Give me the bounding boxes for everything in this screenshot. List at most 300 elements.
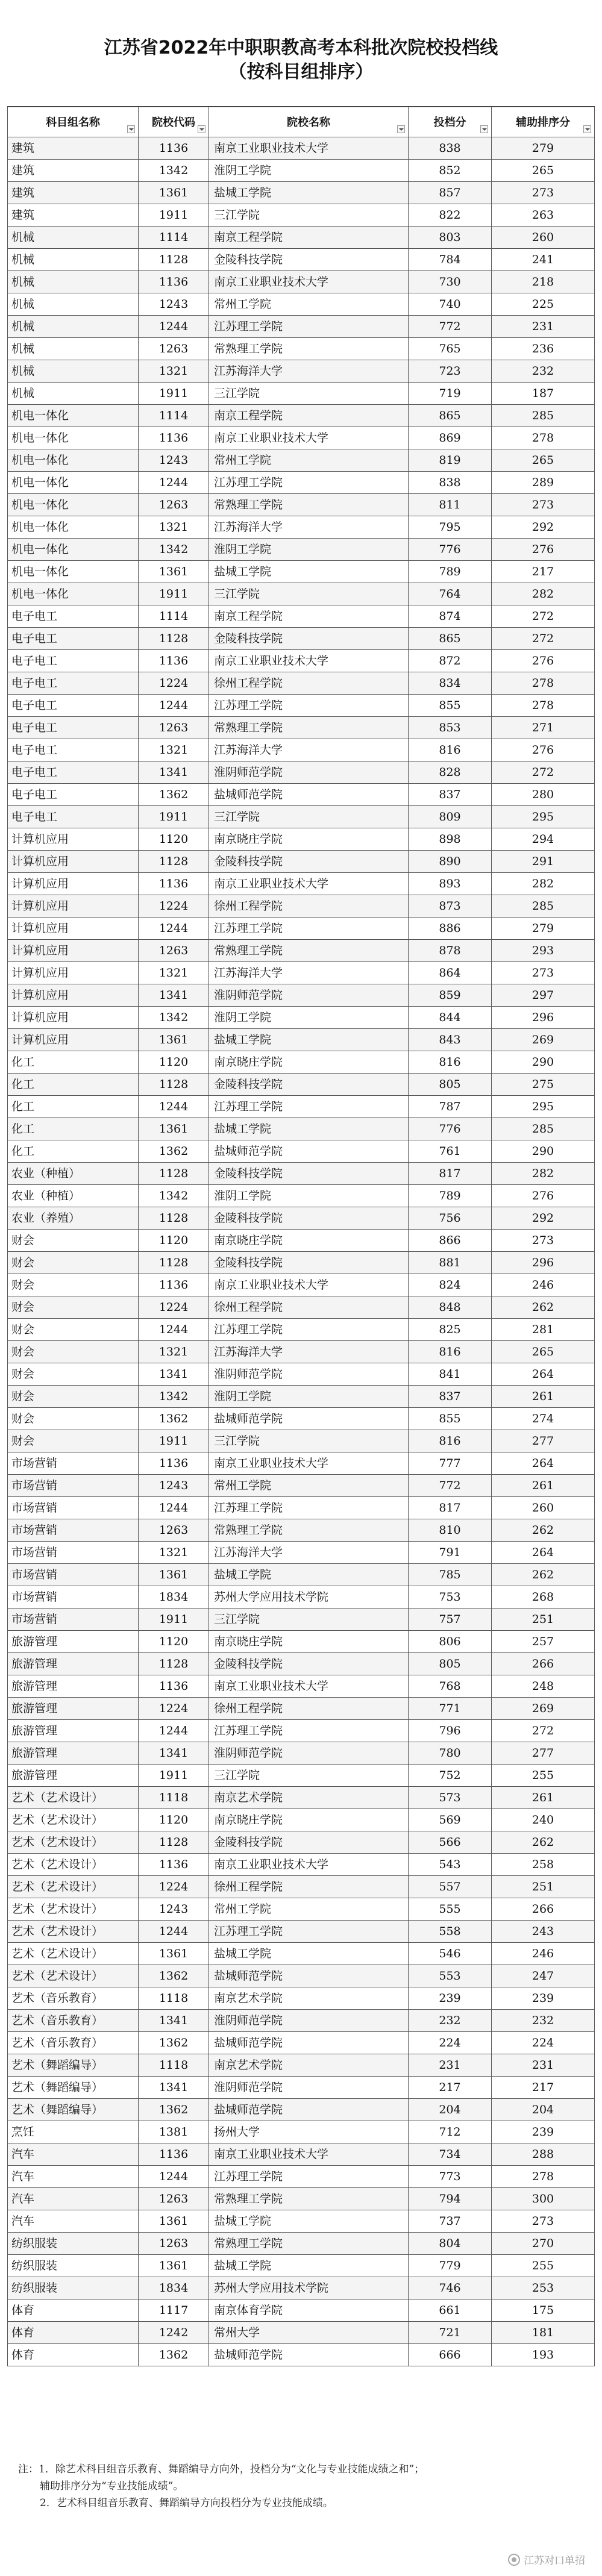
school-code-cell: 1136 — [139, 427, 209, 449]
school-name-cell: 盐城师范学院 — [209, 1408, 409, 1430]
school-name-cell: 常州工学院 — [209, 293, 409, 315]
page-subtitle: （按科目组排序） — [228, 61, 374, 83]
subject-group-cell: 机械 — [7, 383, 139, 404]
school-code-cell: 1244 — [139, 2166, 209, 2187]
school-name-cell: 淮阴师范学院 — [209, 2077, 409, 2098]
score-cell: 543 — [409, 1854, 492, 1875]
school-code-cell: 1224 — [139, 1296, 209, 1318]
school-name-cell: 江苏理工学院 — [209, 1497, 409, 1519]
school-name-cell: 三江学院 — [209, 1430, 409, 1452]
aux-score-cell: 224 — [492, 2032, 595, 2054]
school-code-cell: 1224 — [139, 1698, 209, 1719]
school-code-cell: 1136 — [139, 650, 209, 672]
table-row — [7, 2322, 595, 2344]
school-code-cell: 1263 — [139, 1519, 209, 1541]
aux-score-cell: 280 — [492, 784, 595, 805]
table-row — [7, 1408, 595, 1430]
aux-score-cell: 270 — [492, 2233, 595, 2254]
school-name-cell: 扬州大学 — [209, 2121, 409, 2143]
subject-group-cell: 机电一体化 — [7, 516, 139, 538]
subject-group-cell: 电子电工 — [7, 717, 139, 739]
subject-group-cell: 机电一体化 — [7, 449, 139, 471]
school-code-cell: 1224 — [139, 1876, 209, 1898]
school-code-cell: 1136 — [139, 1854, 209, 1875]
school-code-cell: 1128 — [139, 1653, 209, 1675]
school-name-cell: 南京工程学院 — [209, 605, 409, 627]
table-row — [7, 583, 595, 605]
school-name-cell: 淮阴工学院 — [209, 539, 409, 560]
subject-group-cell: 建筑 — [7, 204, 139, 226]
school-name-cell: 徐州工程学院 — [209, 1876, 409, 1898]
school-name-cell: 金陵科技学院 — [209, 1653, 409, 1675]
subject-group-cell: 农业（种植） — [7, 1163, 139, 1184]
school-name-cell: 南京工业职业技术大学 — [209, 1854, 409, 1875]
table-row — [7, 338, 595, 360]
table-row — [7, 2344, 595, 2366]
table-row — [7, 1118, 595, 1140]
school-name-cell: 南京体育学院 — [209, 2299, 409, 2321]
school-name-cell: 淮阴师范学院 — [209, 1363, 409, 1385]
school-code-cell: 1242 — [139, 2322, 209, 2343]
school-code-cell: 1361 — [139, 1564, 209, 1586]
table-row — [7, 2010, 595, 2032]
aux-score-cell: 289 — [492, 472, 595, 493]
school-code-cell: 1834 — [139, 1586, 209, 1608]
school-code-cell: 1136 — [139, 1452, 209, 1474]
table-row — [7, 2210, 595, 2233]
aux-score-cell: 262 — [492, 1296, 595, 1318]
school-code-cell: 1911 — [139, 1608, 209, 1630]
aux-score-cell: 276 — [492, 539, 595, 560]
school-code-cell: 1244 — [139, 695, 209, 716]
table-row — [7, 1765, 595, 1787]
subject-group-cell: 旅游管理 — [7, 1631, 139, 1652]
aux-score-cell: 282 — [492, 873, 595, 895]
subject-group-cell: 计算机应用 — [7, 873, 139, 895]
table-row — [7, 2277, 595, 2299]
table-row — [7, 761, 595, 784]
score-cell: 898 — [409, 828, 492, 850]
school-name-cell: 常州工学院 — [209, 1898, 409, 1920]
school-code-cell: 1321 — [139, 1341, 209, 1363]
school-code-cell: 1321 — [139, 1542, 209, 1563]
table-row — [7, 1698, 595, 1720]
school-code-cell: 1321 — [139, 360, 209, 382]
subject-group-cell: 艺术（艺术设计） — [7, 1898, 139, 1920]
subject-group-cell: 化工 — [7, 1074, 139, 1095]
school-code-cell: 1342 — [139, 539, 209, 560]
subject-group-cell: 计算机应用 — [7, 940, 139, 961]
score-cell: 772 — [409, 316, 492, 337]
aux-score-cell: 264 — [492, 1452, 595, 1474]
school-name-cell: 盐城师范学院 — [209, 1140, 409, 1162]
table-row — [7, 1051, 595, 1074]
aux-score-cell: 296 — [492, 1252, 595, 1274]
subject-group-cell: 汽车 — [7, 2188, 139, 2210]
school-name-cell: 盐城工学院 — [209, 2210, 409, 2232]
school-code-cell: 1118 — [139, 1987, 209, 2009]
table-header — [7, 106, 595, 137]
score-cell: 838 — [409, 137, 492, 159]
table-row — [7, 360, 595, 383]
aux-score-cell: 297 — [492, 984, 595, 1006]
school-name-cell: 淮阴工学院 — [209, 1185, 409, 1207]
score-cell: 771 — [409, 1698, 492, 1719]
school-code-cell: 1911 — [139, 583, 209, 605]
school-code-cell: 1224 — [139, 672, 209, 694]
school-name-cell: 徐州工程学院 — [209, 672, 409, 694]
subject-group-cell: 汽车 — [7, 2143, 139, 2165]
score-cell: 816 — [409, 1051, 492, 1073]
column-header-score[interactable]: 投档分 — [409, 107, 492, 137]
table-row — [7, 1430, 595, 1452]
score-cell: 806 — [409, 1631, 492, 1652]
table-row — [7, 739, 595, 761]
table-row — [7, 962, 595, 984]
school-name-cell: 盐城工学院 — [209, 1564, 409, 1586]
school-name-cell: 江苏理工学院 — [209, 695, 409, 716]
school-code-cell: 1321 — [139, 739, 209, 761]
score-cell: 573 — [409, 1787, 492, 1809]
school-name-cell: 盐城工学院 — [209, 182, 409, 204]
school-code-cell: 1128 — [139, 1252, 209, 1274]
table-row — [7, 427, 595, 449]
table-row — [7, 717, 595, 739]
table-row — [7, 2099, 595, 2121]
aux-score-cell: 285 — [492, 895, 595, 917]
school-name-cell: 三江学院 — [209, 1765, 409, 1786]
aux-score-cell: 240 — [492, 1809, 595, 1831]
column-header-school-name[interactable]: 院校名称 — [209, 107, 409, 137]
table-row — [7, 828, 595, 851]
subject-group-cell: 纺织服装 — [7, 2233, 139, 2254]
school-code-cell: 1341 — [139, 984, 209, 1006]
subject-group-cell: 财会 — [7, 1430, 139, 1452]
school-name-cell: 苏州大学应用技术学院 — [209, 2277, 409, 2299]
score-cell: 666 — [409, 2344, 492, 2366]
aux-score-cell: 278 — [492, 427, 595, 449]
school-name-cell: 南京晓庄学院 — [209, 1631, 409, 1652]
school-name-cell: 盐城师范学院 — [209, 2344, 409, 2366]
school-name-cell: 南京工业职业技术大学 — [209, 427, 409, 449]
score-cell: 864 — [409, 962, 492, 984]
school-name-cell: 盐城师范学院 — [209, 2032, 409, 2054]
school-code-cell: 1362 — [139, 2344, 209, 2366]
subject-group-cell: 机电一体化 — [7, 583, 139, 605]
school-code-cell: 1361 — [139, 561, 209, 583]
school-name-cell: 淮阴师范学院 — [209, 1742, 409, 1764]
aux-score-cell: 258 — [492, 1854, 595, 1875]
table-row — [7, 1854, 595, 1876]
score-cell: 752 — [409, 1765, 492, 1786]
aux-score-cell: 239 — [492, 2121, 595, 2143]
aux-score-cell: 279 — [492, 137, 595, 159]
aux-score-cell: 262 — [492, 1519, 595, 1541]
school-code-cell: 1136 — [139, 2143, 209, 2165]
subject-group-cell: 机电一体化 — [7, 405, 139, 427]
school-name-cell: 南京工程学院 — [209, 405, 409, 427]
school-code-cell: 1136 — [139, 137, 209, 159]
table-row — [7, 1987, 595, 2010]
subject-group-cell: 艺术（艺术设计） — [7, 1921, 139, 1942]
school-code-cell: 1321 — [139, 516, 209, 538]
school-name-cell: 南京工业职业技术大学 — [209, 137, 409, 159]
column-header-aux-score[interactable]: 辅助排序分 — [492, 107, 595, 137]
score-cell: 816 — [409, 739, 492, 761]
school-code-cell: 1341 — [139, 761, 209, 783]
subject-group-cell: 艺术（舞蹈编导） — [7, 2054, 139, 2076]
filter-dropdown-icon[interactable] — [198, 125, 205, 133]
table-row — [7, 1475, 595, 1497]
school-name-cell: 盐城工学院 — [209, 1118, 409, 1140]
subject-group-cell: 市场营销 — [7, 1497, 139, 1519]
school-name-cell: 江苏海洋大学 — [209, 360, 409, 382]
school-code-cell: 1136 — [139, 1675, 209, 1697]
watermark-text: 江苏对口单招 — [524, 2555, 585, 2567]
school-name-cell: 常州工学院 — [209, 449, 409, 471]
table-row — [7, 383, 595, 405]
aux-score-cell: 277 — [492, 1742, 595, 1764]
school-name-cell: 江苏理工学院 — [209, 918, 409, 939]
subject-group-cell: 艺术（音乐教育） — [7, 1987, 139, 2009]
table-row — [7, 1943, 595, 1965]
subject-group-cell: 农业（养殖） — [7, 1207, 139, 1229]
school-code-cell: 1911 — [139, 806, 209, 828]
subject-group-cell: 艺术（艺术设计） — [7, 1809, 139, 1831]
subject-group-cell: 财会 — [7, 1341, 139, 1363]
aux-score-cell: 232 — [492, 360, 595, 382]
filter-dropdown-icon[interactable] — [127, 125, 135, 133]
school-code-cell: 1128 — [139, 1207, 209, 1229]
table-row — [7, 1452, 595, 1475]
score-cell: 890 — [409, 851, 492, 872]
school-name-cell: 南京晓庄学院 — [209, 828, 409, 850]
admission-table — [7, 106, 595, 2366]
table-row — [7, 204, 595, 227]
score-cell: 859 — [409, 984, 492, 1006]
score-cell: 204 — [409, 2099, 492, 2121]
table-row — [7, 940, 595, 962]
aux-score-cell: 282 — [492, 583, 595, 605]
school-code-cell: 1120 — [139, 1809, 209, 1831]
filter-dropdown-icon[interactable] — [583, 125, 591, 133]
table-row — [7, 1296, 595, 1319]
school-code-cell: 1243 — [139, 293, 209, 315]
school-name-cell: 常熟理工学院 — [209, 940, 409, 961]
score-cell: 566 — [409, 1831, 492, 1853]
school-code-cell: 1244 — [139, 1497, 209, 1519]
table-row — [7, 1675, 595, 1698]
score-cell: 865 — [409, 405, 492, 427]
aux-score-cell: 292 — [492, 1207, 595, 1229]
school-name-cell: 南京艺术学院 — [209, 1987, 409, 2009]
table-row — [7, 1720, 595, 1742]
school-code-cell: 1263 — [139, 717, 209, 739]
school-name-cell: 金陵科技学院 — [209, 1074, 409, 1095]
subject-group-cell: 财会 — [7, 1386, 139, 1407]
score-cell: 558 — [409, 1921, 492, 1942]
school-name-cell: 常熟理工学院 — [209, 717, 409, 739]
school-name-cell: 南京工业职业技术大学 — [209, 1274, 409, 1296]
table-row — [7, 1608, 595, 1631]
score-cell: 776 — [409, 539, 492, 560]
table-row — [7, 1653, 595, 1675]
score-cell: 811 — [409, 494, 492, 516]
score-cell: 746 — [409, 2277, 492, 2299]
score-cell: 734 — [409, 2143, 492, 2165]
aux-score-cell: 300 — [492, 2188, 595, 2210]
school-name-cell: 三江学院 — [209, 204, 409, 226]
school-code-cell: 1114 — [139, 605, 209, 627]
filter-dropdown-icon[interactable] — [397, 125, 405, 133]
aux-score-cell: 293 — [492, 940, 595, 961]
score-cell: 873 — [409, 895, 492, 917]
aux-score-cell: 260 — [492, 1497, 595, 1519]
score-cell: 761 — [409, 1140, 492, 1162]
aux-score-cell: 296 — [492, 1007, 595, 1028]
aux-score-cell: 253 — [492, 2277, 595, 2299]
school-name-cell: 徐州工程学院 — [209, 1296, 409, 1318]
table-row — [7, 160, 595, 182]
subject-group-cell: 机电一体化 — [7, 427, 139, 449]
aux-score-cell: 236 — [492, 338, 595, 360]
score-cell: 837 — [409, 1386, 492, 1407]
school-name-cell: 盐城工学院 — [209, 1029, 409, 1051]
aux-score-cell: 225 — [492, 293, 595, 315]
school-code-cell: 1244 — [139, 1921, 209, 1942]
aux-score-cell: 272 — [492, 605, 595, 627]
subject-group-cell: 市场营销 — [7, 1542, 139, 1563]
table-row — [7, 249, 595, 271]
school-code-cell: 1361 — [139, 1118, 209, 1140]
aux-score-cell: 261 — [492, 1787, 595, 1809]
school-name-cell: 盐城师范学院 — [209, 2099, 409, 2121]
table-row — [7, 873, 595, 895]
school-name-cell: 徐州工程学院 — [209, 1698, 409, 1719]
school-name-cell: 常州工学院 — [209, 1475, 409, 1496]
school-code-cell: 1342 — [139, 1007, 209, 1028]
subject-group-cell: 电子电工 — [7, 784, 139, 805]
subject-group-cell: 电子电工 — [7, 806, 139, 828]
school-code-cell: 1361 — [139, 1943, 209, 1965]
subject-group-cell: 体育 — [7, 2344, 139, 2366]
footnotes — [18, 2461, 585, 2512]
score-cell: 231 — [409, 2054, 492, 2076]
table-row — [7, 695, 595, 717]
aux-score-cell: 262 — [492, 1564, 595, 1586]
table-row — [7, 784, 595, 806]
table-row — [7, 2077, 595, 2099]
aux-score-cell: 268 — [492, 1586, 595, 1608]
table-row — [7, 2255, 595, 2277]
column-header-subject-group[interactable]: 科目组名称 — [7, 107, 139, 137]
score-cell: 837 — [409, 784, 492, 805]
school-name-cell: 金陵科技学院 — [209, 249, 409, 270]
table-row — [7, 1564, 595, 1586]
school-code-cell: 1244 — [139, 1096, 209, 1118]
school-name-cell: 江苏理工学院 — [209, 1921, 409, 1942]
school-name-cell: 金陵科技学院 — [209, 1831, 409, 1853]
subject-group-cell: 财会 — [7, 1363, 139, 1385]
subject-group-cell: 旅游管理 — [7, 1765, 139, 1786]
score-cell: 803 — [409, 227, 492, 248]
score-cell: 740 — [409, 293, 492, 315]
school-code-cell: 1362 — [139, 1965, 209, 1987]
subject-group-cell: 农业（种植） — [7, 1185, 139, 1207]
aux-score-cell: 239 — [492, 1987, 595, 2009]
score-cell: 773 — [409, 2166, 492, 2187]
footnote-line: 注：1．除艺术科目组音乐教育、舞蹈编导方向外，投档分为“文化与专业技能成绩之和”； — [18, 2463, 425, 2475]
aux-score-cell: 273 — [492, 2210, 595, 2232]
aux-score-cell: 260 — [492, 227, 595, 248]
score-cell: 822 — [409, 204, 492, 226]
school-name-cell: 南京晓庄学院 — [209, 1809, 409, 1831]
score-cell: 865 — [409, 628, 492, 649]
subject-group-cell: 机械 — [7, 271, 139, 293]
aux-score-cell: 204 — [492, 2099, 595, 2121]
score-cell: 809 — [409, 806, 492, 828]
table-row — [7, 2054, 595, 2077]
table-row — [7, 672, 595, 695]
table-row — [7, 1319, 595, 1341]
school-name-cell: 三江学院 — [209, 383, 409, 404]
score-cell: 765 — [409, 338, 492, 360]
subject-group-cell: 电子电工 — [7, 672, 139, 694]
score-cell: 838 — [409, 472, 492, 493]
score-cell: 791 — [409, 1542, 492, 1563]
school-code-cell: 1263 — [139, 940, 209, 961]
score-cell: 825 — [409, 1319, 492, 1340]
school-code-cell: 1120 — [139, 1230, 209, 1251]
subject-group-cell: 电子电工 — [7, 739, 139, 761]
subject-group-cell: 财会 — [7, 1319, 139, 1340]
aux-score-cell: 217 — [492, 2077, 595, 2098]
school-code-cell: 1224 — [139, 895, 209, 917]
school-name-cell: 淮阴工学院 — [209, 1386, 409, 1407]
aux-score-cell: 290 — [492, 1051, 595, 1073]
school-name-cell: 南京晓庄学院 — [209, 1051, 409, 1073]
aux-score-cell: 281 — [492, 1319, 595, 1340]
aux-score-cell: 273 — [492, 494, 595, 516]
subject-group-cell: 化工 — [7, 1118, 139, 1140]
subject-group-cell: 旅游管理 — [7, 1675, 139, 1697]
subject-group-cell: 艺术（艺术设计） — [7, 1854, 139, 1875]
aux-score-cell: 251 — [492, 1876, 595, 1898]
score-cell: 844 — [409, 1007, 492, 1028]
filter-dropdown-icon[interactable] — [480, 125, 488, 133]
school-name-cell: 南京工程学院 — [209, 227, 409, 248]
school-code-cell: 1834 — [139, 2277, 209, 2299]
subject-group-cell: 机械 — [7, 316, 139, 337]
score-cell: 776 — [409, 1118, 492, 1140]
school-name-cell: 苏州大学应用技术学院 — [209, 1586, 409, 1608]
school-name-cell: 南京工业职业技术大学 — [209, 1675, 409, 1697]
aux-score-cell: 278 — [492, 672, 595, 694]
table-row — [7, 2166, 595, 2188]
subject-group-cell: 艺术（艺术设计） — [7, 1876, 139, 1898]
table-row — [7, 1163, 595, 1185]
table-row — [7, 1586, 595, 1608]
subject-group-cell: 计算机应用 — [7, 984, 139, 1006]
school-name-cell: 南京工业职业技术大学 — [209, 2143, 409, 2165]
table-row — [7, 2233, 595, 2255]
column-header-school-code[interactable]: 院校代码 — [139, 107, 209, 137]
score-cell: 784 — [409, 249, 492, 270]
subject-group-cell: 体育 — [7, 2322, 139, 2343]
school-name-cell: 江苏理工学院 — [209, 472, 409, 493]
aux-score-cell: 232 — [492, 2010, 595, 2031]
aux-score-cell: 246 — [492, 1274, 595, 1296]
